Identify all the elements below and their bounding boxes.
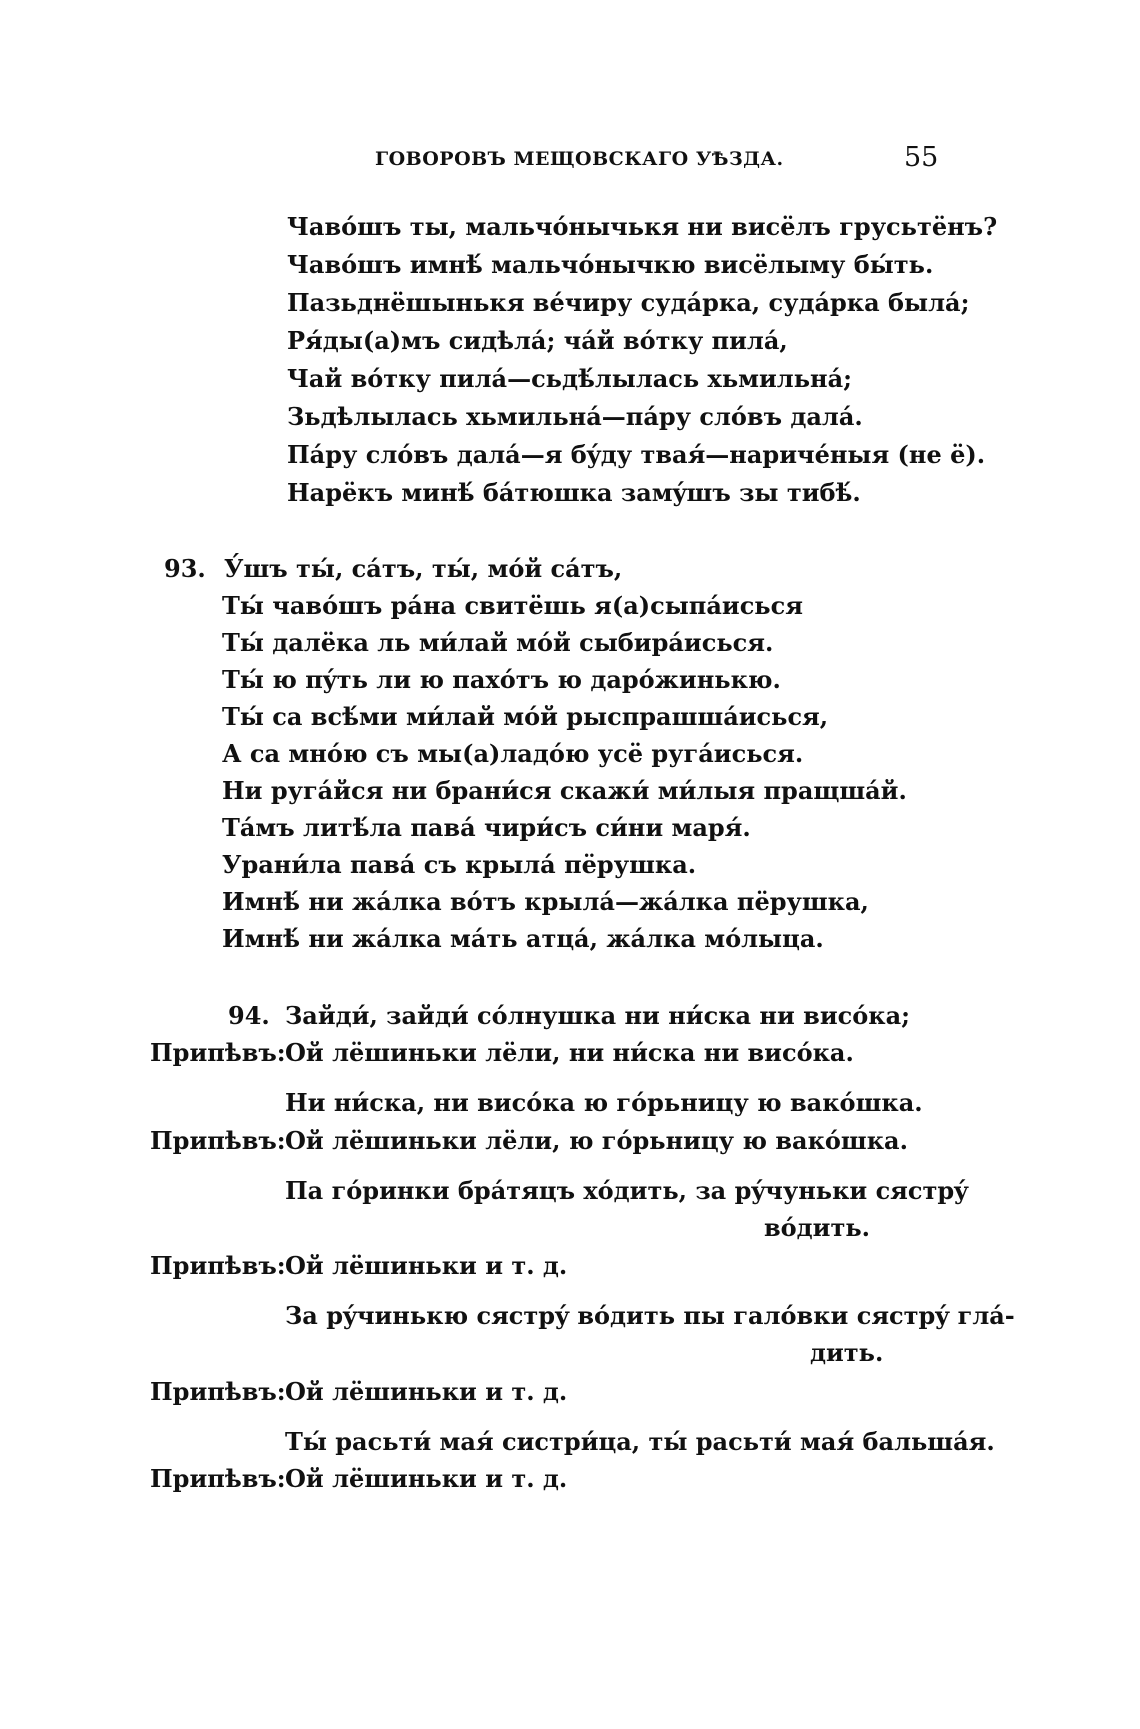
page-header: [0, 142, 1140, 178]
refrain-label: Припѣвъ:: [150, 1251, 286, 1280]
verse-line-continuation: вóдить.: [764, 1213, 870, 1242]
song-number: 94.: [228, 1001, 270, 1030]
verse-line: Тáмъ литѣ́ла павá чири́съ си́ни маря́.: [222, 813, 751, 842]
verse-line-continuation: дить.: [810, 1338, 884, 1367]
verse-line: Ты́ са всѣ́ми ми́лай мóй рыспрашшáисься,: [222, 702, 829, 731]
verse-line: Ты́ ю пýть ли ю пахóтъ ю дарóжинькю.: [222, 665, 781, 694]
verse-line: Ты́ расьти́ мая́ систри́ца, ты́ расьти́ мая́ бальшáя.: [285, 1427, 995, 1456]
refrain-label: Припѣвъ:: [150, 1038, 286, 1067]
refrain-line: Ой лёшиньки лёли, ни ни́ска ни висóка.: [285, 1038, 854, 1067]
refrain-line: Ой лёшиньки и т. д.: [285, 1377, 568, 1406]
verse-line: А са мнóю съ мы(а)ладóю усё ругáисься.: [222, 739, 804, 768]
verse-line: Ни ругáйся ни брани́ся скажи́ ми́лыя пращшáй.: [222, 776, 907, 805]
verse-line: Зьдѣлылась хьмильнá—пáру слóвъ далá.: [287, 402, 863, 431]
verse-line: Имнѣ́ ни жáлка вóтъ крылá—жáлка пёрушка,: [222, 887, 869, 916]
verse-line: У́шъ ты́, сáтъ, ты́, мóй сáтъ,: [224, 554, 623, 583]
verse-line: Чай вóтку пилá—сьдѣ́лылась хьмильнá;: [287, 364, 852, 393]
verse-line: За рýчинькю сястрý вóдить пы галóвки сястрý глá-: [285, 1301, 1015, 1330]
refrain-label: Припѣвъ:: [150, 1464, 286, 1493]
refrain-label: Припѣвъ:: [150, 1126, 286, 1155]
verse-line: Нарёкъ минѣ́ бáтюшка замýшъ зы тибѣ́.: [287, 478, 861, 507]
verse-line: Ты́ чавóшъ рáна свитёшь я(а)сыпáисься: [222, 591, 803, 620]
refrain-label: Припѣвъ:: [150, 1377, 286, 1406]
verse-line: Ря́ды(а)мъ сидѣлá; чáй вóтку пилá,: [287, 326, 788, 355]
verse-line: Чавóшъ ты, мальчóнычькя ни висёлъ грусьтёнъ?: [287, 212, 998, 241]
verse-line: Зайди́, зайди́ сóлнушка ни ни́ска ни висóка;: [285, 1001, 910, 1030]
running-head: ГОВОРОВЪ МЕЩОВСКАГО УѢЗДА.: [375, 148, 784, 170]
verse-line: Пазьднёшынькя вéчиру судáрка, судáрка былá;: [287, 288, 970, 317]
verse-line: Имнѣ́ ни жáлка мáть атцá, жáлка мóлыца.: [222, 924, 824, 953]
verse-line: Па гóринки брáтяцъ хóдить, за рýчуньки сястрý: [285, 1176, 969, 1205]
refrain-line: Ой лёшиньки и т. д.: [285, 1464, 568, 1493]
verse-line: Ты́ далёка ль ми́лай мóй сыбирáисься.: [222, 628, 774, 657]
page-number: 55: [904, 142, 939, 173]
verse-line: Чавóшъ имнѣ́ мальчóнычкю висёлыму бы́ть.: [287, 250, 934, 279]
song-number: 93.: [164, 554, 206, 583]
verse-line: Пáру слóвъ далá—я бýду твая́—наричéныя (не ё).: [287, 440, 986, 469]
verse-line: Ни ни́ска, ни висóка ю гóрьницу ю вакóшка.: [285, 1088, 923, 1117]
verse-line: Урани́ла павá съ крылá пёрушка.: [222, 850, 697, 879]
refrain-line: Ой лёшиньки и т. д.: [285, 1251, 568, 1280]
refrain-line: Ой лёшиньки лёли, ю гóрьницу ю вакóшка.: [285, 1126, 908, 1155]
